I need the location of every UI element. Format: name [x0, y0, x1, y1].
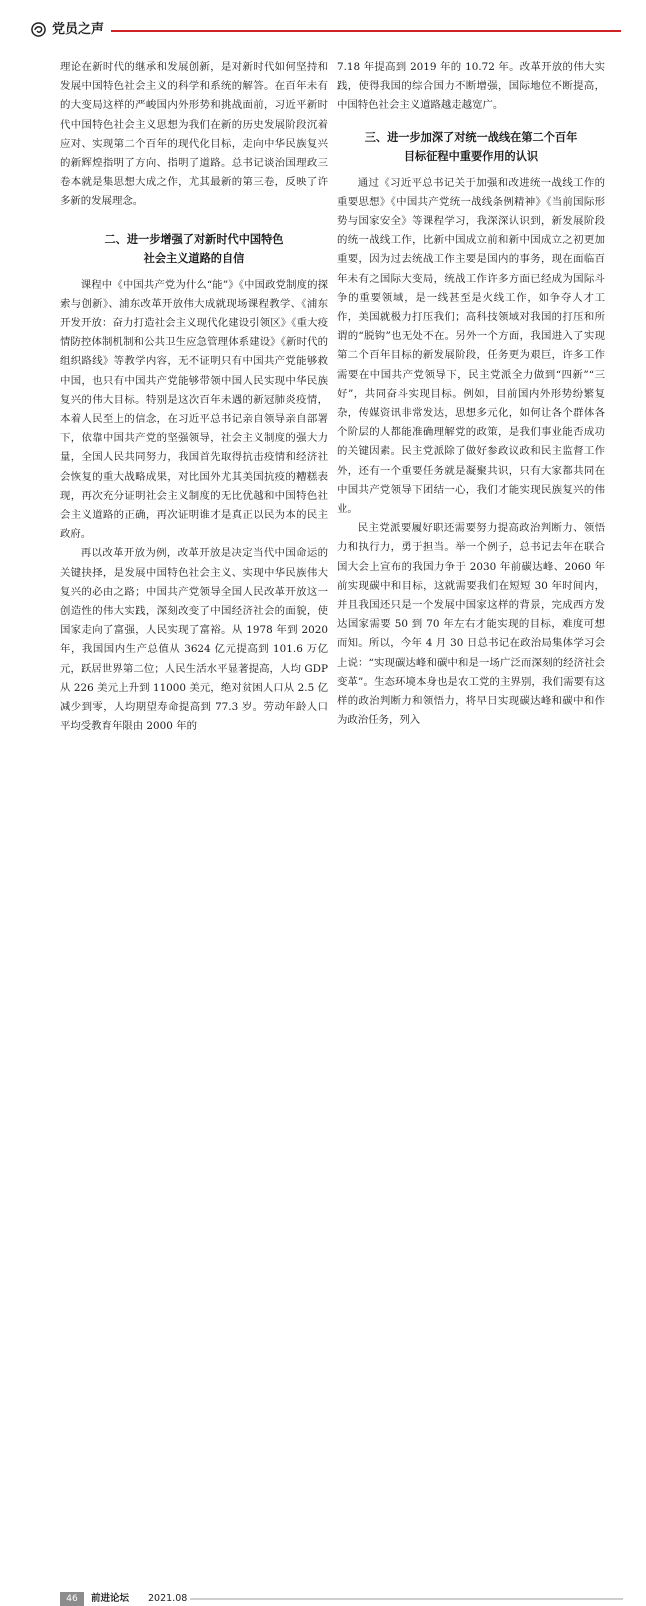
paragraph: 民主党派要履好职还需要努力提高政治判断力、领悟力和执行力，勇于担当。举一个例子，总书记去年在联合国大会上宣布的我国力争于 2030 年前碳达峰、2060 年前实现碳中和目标，这就需要我们在短短 30 年时间内，并且我国还只是一个发展中国家这样的背景，完成西方发达国家需要 50 到 70 年左右才能实现的目标，难度可想而知。所以，今年 4 月 30 日总书记在政治局集体学习会上说：“实现碳达峰和碳中和是一场广泛而深刻的经济社会变革”。生态环境本身也是农工党的主界别，我们需要有这样的政治判断力和领悟力，将早日实现碳达峰和碳中和作为政治任务，列入: [337, 522, 605, 727]
left-column: [60, 58, 328, 737]
heading-line: 目标征程中重要作用的认识: [403, 149, 539, 163]
paragraph: 通过《习近平总书记关于加强和改进统一战线工作的重要思想》《中国共产党统一战线条例精神》《当前国际形势与国家安全》等课程学习，我深深认识到，新发展阶段的统一战线工作，比新中国成立前和新中国成立之初更加重要，因为过去统战工作主要是国内的事务，现在面临百年未有之国际大变局，统战工作许多方面已经成为国际斗争的重要领域，是一线甚至是火线工作，如争夺人才工作，美国就极力打压我们；高科技领域对我国的打压和所谓的“脱钩”也无处不在。另外一个方面，我国进入了实现第二个百年目标的新发展阶段，任务更为艰巨，许多工作需要在中国共产党领导下，民主党派全力做到“四新”“三好”，共同奋斗实现目标。例如，目前国内外形势纷繁复杂，传媒资讯非常发达，思想多元化，如何让各个群体各个阶层的人都能准确理解党的政策，是我们事业能否成功的关键因素。民主党派除了做好参政议政和民主监督工作外，还有一个重要任务就是凝聚共识，只有大家都共同在中国共产党领导下团结一心，我们才能实现民族复兴的伟业。: [337, 176, 605, 516]
header-rule: [111, 30, 621, 32]
page-footer: [0, 795, 646, 1604]
page-number: 46: [60, 1592, 84, 1606]
footer-rule: [190, 1598, 623, 1600]
paragraph: 再以改革开放为例，改革开放是决定当代中国命运的关键抉择，是发展中国特色社会主义、实现中华民族伟大复兴的必由之路；中国共产党领导全国人民改革开放这一创造性的伟大实践，深刻改变了中国经济社会的面貌，使国家走向了富强，人民实现了富裕。从 1978 年到 2020 年，我国国内生产总值从 3624 亿元提高到 101.6 万亿元，跃居世界第二位；人民生活水平显著提高，人均 GDP 从 226 美元上升到 11000 美元，绝对贫困人口从 2.5 亿减少到零，人均期望寿命提高到 77.3 岁。劳动年龄人口平均受教育年限由 2000 年的: [60, 547, 328, 733]
section-heading-2: [60, 230, 328, 268]
paragraph: 课程中《中国共产党为什么“能”》《中国政党制度的探索与创新》、浦东改革开放伟大成就现场课程教学、《浦东开发开放：奋力打造社会主义现代化建设引领区》《重大疫情防控体制机制和公共卫生应急管理体系建设》《新时代的组织路线》等教学内容，无不证明只有中国共产党能够救中国，也只有中国共产党能够带领中国人民实现中华民族复兴的伟大目标。特别是这次百年未遇的新冠肺炎疫情，本着人民至上的信念，在习近平总书记亲自领导亲自部署下，依靠中国共产党的坚强领导，社会主义制度的强大力量，全国人民共同努力，我国首先取得抗击疫情和经济社会恢复的重大战略成果，对比国外尤其美国抗疫的糟糕表现，再次充分证明社会主义制度的无比优越和中国特色社会主义道路的正确，再次证明谁才是真正以民为本的民主政府。: [60, 278, 328, 541]
paragraph: 理论在新时代的继承和发展创新，是对新时代如何坚持和发展中国特色社会主义的科学和系统的解答。在百年未有的大变局这样的严峻国内外形势和挑战面前，习近平新时代中国特色社会主义思想为我们在新的历史发展阶段沉着应对、实现第二个百年的现代化目标，走向中华民族复兴的新辉煌指明了方向、指明了道路。总书记谈治国理政三卷本就是集思想大成之作，尤其最新的第三卷，反映了许多新的发展理念。: [60, 61, 328, 208]
swirl-logo-icon: [31, 22, 46, 37]
heading-line: 三、进一步加深了对统一战线在第二个百年: [364, 130, 578, 144]
page-header: [0, 0, 646, 40]
issue-date: 2021.08: [148, 1593, 188, 1604]
heading-line: 二、进一步增强了对新时代中国特色: [104, 232, 284, 246]
section-title: 党员之声: [52, 22, 105, 37]
section-heading-3: [337, 128, 605, 166]
magazine-name: 前进论坛: [91, 1593, 130, 1604]
heading-line: 社会主义道路的自信: [143, 251, 245, 265]
right-column: [337, 58, 605, 731]
paragraph: 7.18 年提高到 2019 年的 10.72 年。改革开放的伟大实践，使得我国的综合国力不断增强，国际地位不断提高，中国特色社会主义道路越走越宽广。: [337, 61, 605, 112]
